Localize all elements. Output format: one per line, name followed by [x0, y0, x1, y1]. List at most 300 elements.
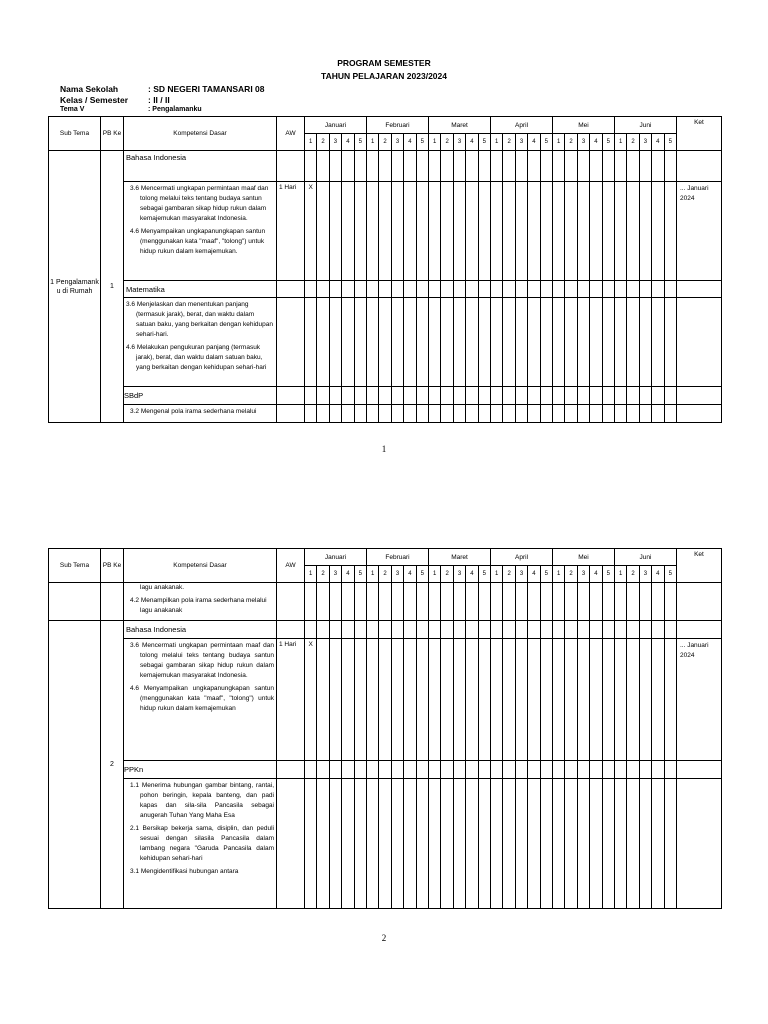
ket-cell: [676, 298, 721, 387]
week-cell: [317, 151, 329, 182]
week-cell: [515, 583, 527, 621]
week-cell: [466, 583, 478, 621]
week-cell: [639, 281, 651, 298]
week-cell: [540, 182, 552, 281]
kd-item: lagu anakanak.: [140, 584, 185, 591]
kd-item: 3.6 Menjelaskan dan menentukan panjang (termasuk jarak), berat, dan waktu dalam satuan baku, yang berkaitan dengan kehidupan sehari-hari.: [126, 301, 273, 338]
header-sub-tema: Sub Tema: [49, 117, 101, 151]
week-cell: [652, 182, 664, 281]
week-cell: [503, 621, 515, 639]
aw-cell: [277, 298, 305, 387]
week-cell: [329, 182, 341, 281]
header-week: 2: [627, 566, 639, 583]
header-week: 4: [652, 134, 664, 151]
week-cell: [627, 182, 639, 281]
week-cell: [305, 281, 317, 298]
week-cell: [652, 779, 664, 909]
week-cell: [404, 405, 416, 423]
week-cell: [614, 298, 626, 387]
subject-bahasa-indonesia: Bahasa Indonesia: [124, 151, 277, 182]
sub-tema-cell: [49, 583, 101, 621]
week-cell: [602, 281, 614, 298]
ket-cell: [676, 405, 721, 423]
ket-cell: [676, 583, 721, 621]
week-cell: [404, 182, 416, 281]
week-cell: [627, 583, 639, 621]
week-cell: [503, 583, 515, 621]
week-cell: [391, 281, 403, 298]
aw-cell: [277, 583, 305, 621]
week-cell: [354, 779, 366, 909]
week-cell: [329, 405, 341, 423]
week-cell: [317, 779, 329, 909]
week-cell: [342, 779, 354, 909]
week-cell: [367, 182, 379, 281]
week-cell: [664, 639, 676, 761]
header-week: 1: [614, 566, 626, 583]
header-month-februari: Februari: [367, 549, 429, 566]
week-cell: [528, 405, 540, 423]
week-cell: [379, 761, 391, 779]
week-cell: [342, 298, 354, 387]
header-month-april: April: [491, 117, 553, 134]
ket-cell: ... Januari 2024: [676, 639, 721, 761]
week-cell: [614, 583, 626, 621]
week-cell: [416, 281, 428, 298]
week-cell: [515, 387, 527, 405]
header-week: 4: [466, 566, 478, 583]
week-cell: [528, 182, 540, 281]
week-cell: [639, 298, 651, 387]
week-cell: [317, 405, 329, 423]
week-cell: [478, 281, 490, 298]
header-week: 1: [491, 566, 503, 583]
week-cell: [540, 639, 552, 761]
week-cell: [639, 387, 651, 405]
header-week: 2: [503, 566, 515, 583]
week-cell: [491, 621, 503, 639]
week-cell: [577, 405, 589, 423]
header-week: 1: [614, 134, 626, 151]
week-cell: [305, 387, 317, 405]
header-week: 1: [553, 566, 565, 583]
kd-item: 4.6 Melakukan pengukuran panjang (termasuk jarak), berat, dan waktu dalam satuan baku, yang berkaitan dengan kehidupan sehari-hari: [126, 344, 267, 371]
week-cell: [478, 583, 490, 621]
week-mark-cell: X: [305, 182, 317, 281]
week-cell: [429, 639, 441, 761]
week-cell: [453, 761, 465, 779]
week-cell: [540, 151, 552, 182]
week-cell: [639, 621, 651, 639]
header-month-februari: Februari: [367, 117, 429, 134]
week-cell: [453, 281, 465, 298]
week-cell: [602, 583, 614, 621]
header-week: 1: [367, 566, 379, 583]
week-cell: [478, 387, 490, 405]
week-cell: [602, 761, 614, 779]
week-cell: [429, 779, 441, 909]
header-week: 4: [590, 566, 602, 583]
week-cell: [590, 281, 602, 298]
week-cell: [614, 761, 626, 779]
week-cell: [354, 405, 366, 423]
week-cell: [429, 182, 441, 281]
week-cell: [416, 405, 428, 423]
week-cell: [664, 281, 676, 298]
sub-tema-cell: 1 Pengalamank u di Rumah: [49, 151, 101, 423]
week-cell: [379, 639, 391, 761]
header-week: 2: [565, 566, 577, 583]
week-cell: [342, 405, 354, 423]
week-cell: [515, 621, 527, 639]
week-cell: [528, 387, 540, 405]
week-cell: [553, 583, 565, 621]
header-week: 5: [602, 566, 614, 583]
week-cell: [441, 405, 453, 423]
aw-cell: [277, 779, 305, 909]
week-cell: [354, 182, 366, 281]
week-cell: [565, 639, 577, 761]
week-cell: [367, 779, 379, 909]
page-number: 1: [381, 444, 387, 454]
week-cell: [515, 639, 527, 761]
header-month-januari: Januari: [305, 549, 367, 566]
header-week: 5: [664, 134, 676, 151]
week-cell: [491, 583, 503, 621]
week-cell: [342, 761, 354, 779]
week-cell: [317, 639, 329, 761]
semester-table-page-1: [48, 116, 722, 423]
week-cell: [565, 298, 577, 387]
week-cell: [565, 151, 577, 182]
week-cell: [614, 621, 626, 639]
header-week: 2: [379, 134, 391, 151]
subject-ppkn: PPKn: [124, 761, 277, 779]
week-cell: [441, 281, 453, 298]
week-cell: [528, 298, 540, 387]
week-cell: [367, 151, 379, 182]
week-cell: [354, 639, 366, 761]
week-cell: [590, 298, 602, 387]
kd-item: 3.1 Mengidentifikasi hubungan antara: [130, 868, 239, 875]
week-cell: [664, 621, 676, 639]
week-cell: [441, 779, 453, 909]
week-cell: [466, 387, 478, 405]
week-cell: [652, 405, 664, 423]
week-cell: [305, 298, 317, 387]
info-label: Kelas / Semester: [60, 95, 129, 105]
week-cell: [590, 387, 602, 405]
week-cell: [590, 761, 602, 779]
week-cell: [404, 151, 416, 182]
header-week: 4: [404, 566, 416, 583]
week-cell: [441, 761, 453, 779]
header-kompetensi-dasar: Kompetensi Dasar: [124, 117, 277, 151]
header-week: 1: [429, 566, 441, 583]
header-week: 3: [453, 566, 465, 583]
week-cell: [354, 387, 366, 405]
doc-title: PROGRAM SEMESTER: [337, 58, 431, 68]
header-week: 3: [391, 134, 403, 151]
week-cell: [664, 779, 676, 909]
page-number: 2: [381, 933, 387, 943]
week-cell: [664, 387, 676, 405]
week-cell: [491, 151, 503, 182]
week-cell: [305, 779, 317, 909]
week-cell: [577, 182, 589, 281]
week-cell: [367, 281, 379, 298]
week-cell: [553, 405, 565, 423]
week-cell: [429, 298, 441, 387]
ket-cell: ... Januari 2024: [676, 182, 721, 281]
header-week: 5: [354, 566, 366, 583]
week-cell: [652, 639, 664, 761]
kd-cell: [124, 779, 277, 909]
week-cell: [503, 639, 515, 761]
week-cell: [466, 779, 478, 909]
ket-cell: [676, 151, 721, 182]
week-cell: [354, 583, 366, 621]
info-value: : Pengalamanku: [148, 106, 202, 113]
header-week: 2: [441, 566, 453, 583]
week-cell: [342, 583, 354, 621]
header-week: 5: [416, 566, 428, 583]
week-cell: [614, 405, 626, 423]
week-cell: [466, 281, 478, 298]
week-cell: [379, 281, 391, 298]
week-cell: [602, 405, 614, 423]
week-cell: [528, 761, 540, 779]
week-cell: [478, 621, 490, 639]
header-week: 2: [441, 134, 453, 151]
header-week: 1: [305, 566, 317, 583]
week-cell: [491, 182, 503, 281]
week-cell: [664, 151, 676, 182]
week-cell: [553, 182, 565, 281]
week-cell: [404, 621, 416, 639]
week-cell: [453, 583, 465, 621]
week-cell: [503, 405, 515, 423]
week-cell: [664, 298, 676, 387]
week-cell: [466, 151, 478, 182]
week-cell: [540, 621, 552, 639]
week-cell: [404, 583, 416, 621]
week-cell: [466, 298, 478, 387]
week-cell: [577, 583, 589, 621]
week-cell: [590, 405, 602, 423]
week-cell: [652, 621, 664, 639]
kd-cell: [124, 298, 277, 387]
week-cell: [478, 761, 490, 779]
week-cell: [602, 621, 614, 639]
week-cell: [329, 621, 341, 639]
week-cell: [515, 151, 527, 182]
header-aw: AW: [277, 549, 305, 583]
week-cell: [354, 281, 366, 298]
header-week: 1: [367, 134, 379, 151]
header-week: 3: [515, 566, 527, 583]
week-cell: [639, 405, 651, 423]
week-mark-cell: X: [305, 639, 317, 761]
aw-cell: [277, 761, 305, 779]
header-week: 4: [652, 566, 664, 583]
week-cell: [553, 621, 565, 639]
header-week: 3: [515, 134, 527, 151]
week-cell: [553, 779, 565, 909]
header-week: 1: [491, 134, 503, 151]
week-cell: [540, 405, 552, 423]
header-week: 4: [404, 134, 416, 151]
week-cell: [391, 405, 403, 423]
header-week: 5: [602, 134, 614, 151]
week-cell: [652, 761, 664, 779]
week-cell: [515, 182, 527, 281]
week-cell: [565, 621, 577, 639]
header-week: 4: [528, 566, 540, 583]
week-cell: [540, 387, 552, 405]
week-cell: [478, 182, 490, 281]
header-week: 5: [540, 566, 552, 583]
week-cell: [354, 621, 366, 639]
week-cell: [478, 639, 490, 761]
week-cell: [652, 583, 664, 621]
header-week: 3: [391, 566, 403, 583]
week-cell: [466, 405, 478, 423]
pb-cell: 2: [101, 621, 124, 909]
week-cell: [602, 387, 614, 405]
week-cell: [429, 405, 441, 423]
ket-cell: [676, 387, 721, 405]
kd-cell: [124, 583, 277, 621]
week-cell: [342, 621, 354, 639]
week-cell: [391, 639, 403, 761]
pb-cell: 1: [101, 151, 124, 423]
week-cell: [565, 182, 577, 281]
week-cell: [565, 281, 577, 298]
week-cell: [342, 151, 354, 182]
header-week: 5: [478, 134, 490, 151]
week-cell: [577, 298, 589, 387]
week-cell: [652, 298, 664, 387]
ket-cell: [676, 779, 721, 909]
week-cell: [379, 298, 391, 387]
header-week: 4: [466, 134, 478, 151]
week-cell: [639, 761, 651, 779]
subject-matematika: Matematika: [124, 281, 277, 298]
subject-bahasa-indonesia: Bahasa Indonesia: [124, 621, 277, 639]
week-cell: [453, 298, 465, 387]
week-cell: [664, 583, 676, 621]
aw-cell: 1 Hari: [277, 639, 305, 761]
week-cell: [379, 405, 391, 423]
week-cell: [590, 779, 602, 909]
header-week: 1: [429, 134, 441, 151]
week-cell: [491, 405, 503, 423]
week-cell: [441, 639, 453, 761]
week-cell: [429, 761, 441, 779]
week-cell: [453, 639, 465, 761]
week-cell: [404, 281, 416, 298]
header-ket: Ket: [676, 549, 721, 583]
week-cell: [639, 583, 651, 621]
week-cell: [317, 621, 329, 639]
week-cell: [441, 151, 453, 182]
week-cell: [453, 405, 465, 423]
week-cell: [317, 583, 329, 621]
week-cell: [342, 639, 354, 761]
week-cell: [429, 151, 441, 182]
week-cell: [503, 281, 515, 298]
kd-item: 4.6 Menyampaikan ungkapanungkapan santun (menggunakan kata "maaf", "tolong") untuk hidup rukun dalam kemajemukan: [130, 685, 274, 712]
week-cell: [478, 779, 490, 909]
kd-item: 3.2 Mengenal pola irama sederhana melalui: [130, 408, 257, 415]
week-cell: [540, 779, 552, 909]
header-week: 4: [342, 566, 354, 583]
week-cell: [577, 387, 589, 405]
header-week: 3: [577, 134, 589, 151]
week-cell: [329, 387, 341, 405]
week-cell: [429, 583, 441, 621]
info-school: [60, 84, 265, 94]
kd-item: 4.6 Menyampaikan ungkapanungkapan santun (menggunakan kata "maaf", "tolong") untuk hidup rukun dalam kemajemukan.: [130, 228, 266, 255]
week-cell: [590, 583, 602, 621]
week-cell: [652, 151, 664, 182]
week-cell: [466, 639, 478, 761]
week-cell: [416, 298, 428, 387]
week-cell: [441, 621, 453, 639]
doc-subtitle: TAHUN PELAJARAN 2023/2024: [321, 71, 447, 81]
kd-cell: [124, 639, 277, 761]
info-theme: [60, 106, 202, 113]
week-cell: [639, 182, 651, 281]
week-cell: [553, 298, 565, 387]
week-cell: [391, 151, 403, 182]
week-cell: [329, 779, 341, 909]
week-cell: [602, 779, 614, 909]
header-pb-ke: PB Ke: [101, 549, 124, 583]
week-cell: [317, 281, 329, 298]
week-cell: [367, 298, 379, 387]
week-cell: [416, 621, 428, 639]
week-cell: [540, 583, 552, 621]
week-cell: [553, 761, 565, 779]
week-cell: [478, 151, 490, 182]
week-cell: [614, 779, 626, 909]
week-cell: [577, 761, 589, 779]
week-cell: [528, 583, 540, 621]
week-cell: [664, 761, 676, 779]
header-week: 5: [478, 566, 490, 583]
week-cell: [391, 182, 403, 281]
week-cell: [329, 281, 341, 298]
week-cell: [590, 182, 602, 281]
header-week: 1: [553, 134, 565, 151]
week-cell: [317, 387, 329, 405]
week-cell: [391, 621, 403, 639]
week-cell: [515, 405, 527, 423]
week-cell: [478, 298, 490, 387]
week-cell: [354, 151, 366, 182]
week-cell: [553, 639, 565, 761]
info-label: Nama Sekolah: [60, 84, 119, 94]
week-cell: [553, 281, 565, 298]
week-cell: [379, 182, 391, 281]
kd-cell: [124, 405, 277, 423]
week-cell: [478, 405, 490, 423]
week-cell: [627, 387, 639, 405]
header-week: 2: [317, 134, 329, 151]
week-cell: [342, 387, 354, 405]
